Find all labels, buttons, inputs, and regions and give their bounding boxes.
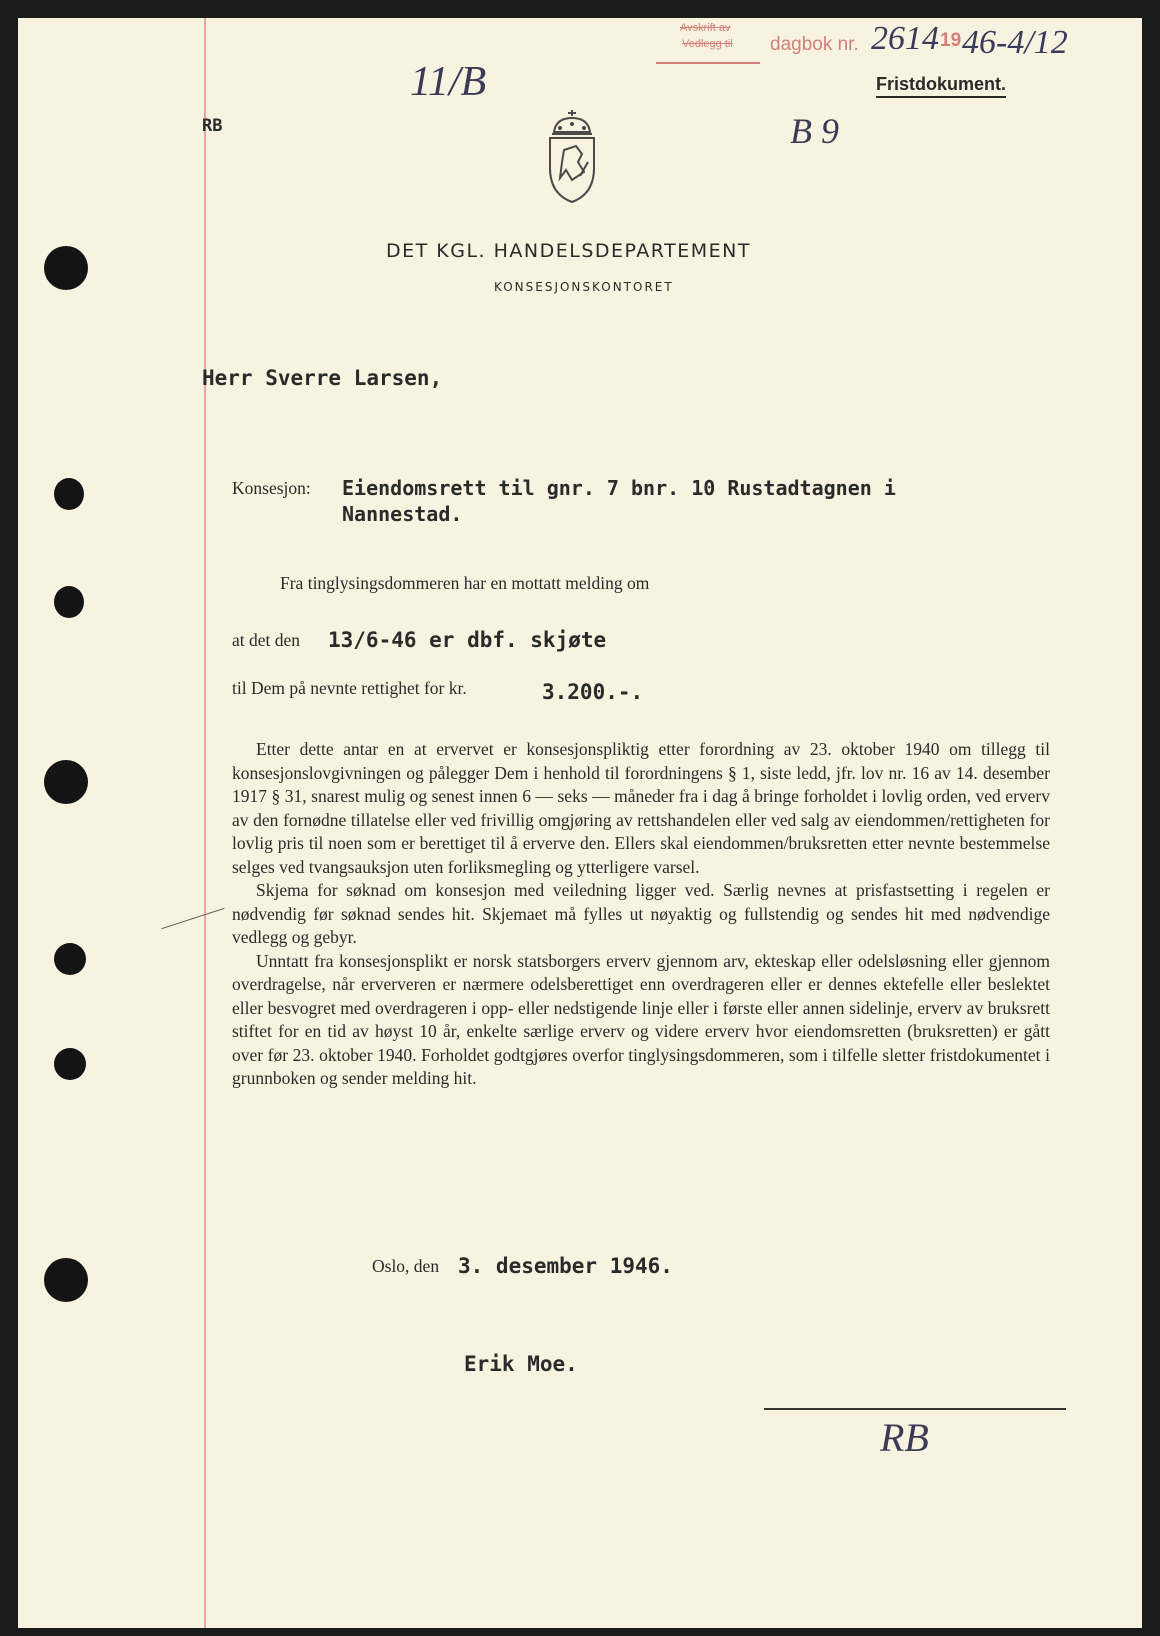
konsesjon-line-1: Eiendomsrett til gnr. 7 bnr. 10 Rustadtagnen i [342,476,896,500]
handwritten-initials-bottom: RB [880,1415,929,1460]
handwritten-b9: B 9 [790,111,839,151]
pencil-mark [161,908,224,929]
stamp-crossed-avskrift: Avskrift av [680,22,731,34]
konsesjon-line-2: Nannestad. [342,502,463,526]
date-typed: 13/6-46 er dbf. skjøte [328,628,607,652]
closing-place: Oslo, den [372,1256,440,1276]
initials-rb: RB [202,116,223,136]
punch-hole [54,1048,86,1080]
paragraph-1: Etter dette antar en at ervervet er konsesjonspliktig etter forordning av 23. oktober 1940 om tillegg til konsesjonslovgivningen og pålegger Dem i henhold til forordningens § 1, siste ledd, jfr. lov nr. 16 av 14. desember 1917 § 31, snarest mulig og senest innen 6 — seks — måneder fra i dag å bringe forholdet i lovlig orden, ved erverv av den fornødne tillatelse eller ved frivillig omgjøring av rettshandelen eller ved salg av eiendommen/rettigheten for lovlig pris til noen som er berettiget til å erverve den. Ellers skal eiendommen/bruksretten etter nevnte bestemmelse selges ved tvangsauksjon uten forliksmegling og ytterligere varsel. [232,739,1050,877]
coat-of-arms-icon [542,106,602,206]
handwritten-file-note: 11/B [410,59,487,105]
punch-hole [54,586,84,618]
fristdokument-label: Fristdokument. [876,74,1006,98]
punch-hole [44,1258,88,1302]
recipient: Herr Sverre Larsen, [202,366,443,390]
stamp-year-printed: 19 [940,30,962,51]
signature-typed: Erik Moe. [464,1352,578,1376]
stamp-crossed-vedlegg: Vedlegg til [682,38,733,50]
stamp-dagbok-label: dagbok nr. [770,34,859,55]
melding-intro: Fra tinglysingsdommeren har en mottatt melding om [280,573,650,593]
stamp-underline [656,62,760,64]
konsesjon-label: Konsesjon: [232,478,311,498]
price-typed: 3.200.-. [542,680,644,704]
closing-date: 3. desember 1946. [458,1254,673,1278]
punch-hole [54,943,86,975]
document-page [18,18,1142,1628]
signature-line [764,1408,1066,1410]
stamp-dagbok-number: 2614 [871,20,939,57]
punch-hole [44,246,88,290]
date-prefix: at det den [232,630,301,650]
paragraph-3: Unntatt fra konsesjonsplikt er norsk statsborgers erverv gjennom arv, ekteskap eller odelsløsning eller gjennom overdragelse, når erververen er nærmere odelsberettiget enn overdrageren eller er dennes ektefelle eller beslektet eller besvogret med overdrageren i opp- eller nedstigende linje eller i første eller annen sidelinje, erverv av bruksrett stiftet for en tid av høyst 10 år, enkelte særlige erverv og videre erverv hvor eiendomsretten (bruksretten) er gått over før 23. oktober 1940. Forholdet godtgjøres overfor tinglysingsdommeren, som i tilfelle sletter fristdokumentet i grunnboken og sender melding hit. [232,950,1050,1088]
margin-line [204,18,206,1628]
paragraph-2: Skjema for søknad om konsesjon med veiledning ligger ved. Særlig nevnes at prisfastsetting i regelen er nødvendig før søknad sendes hit. Skjemaet må fylles ut nøyaktig og fullstendig og sendes hit med nødvendige vedlegg og gebyr. [232,880,1050,947]
stamp-year-written: 46-4/12 [962,24,1068,61]
price-prefix: til Dem på nevnte rettighet for kr. [232,678,467,698]
body-text [232,738,1050,1091]
punch-hole [54,478,84,510]
department-title: DET KGL. HANDELSDEPARTEMENT [386,240,751,262]
department-subtitle: KONSESJONSKONTORET [494,280,674,294]
punch-hole [44,760,88,804]
